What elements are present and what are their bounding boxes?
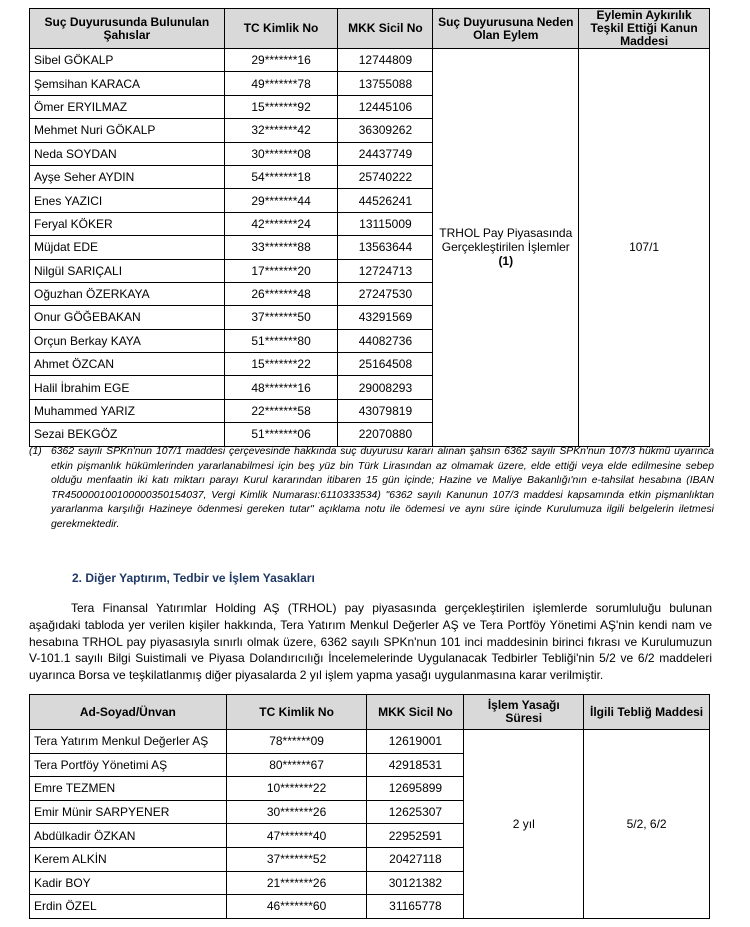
footnote-reference: (1): [498, 254, 514, 269]
header-persons: Suç Duyurusunda Bulunulan Şahıslar: [30, 9, 225, 49]
mkk-number: 44082736: [338, 329, 433, 352]
person-name: Neda SOYDAN: [30, 142, 225, 165]
tc-number: 29*******44: [224, 189, 338, 212]
person-name: Sezai BEKGÖZ: [30, 423, 225, 446]
tc-number: 46*******60: [226, 895, 367, 919]
person-name: Nilgül SARIÇALI: [30, 259, 225, 282]
mkk-number: 30121382: [367, 871, 464, 895]
tc-number: 80******67: [226, 753, 367, 777]
person-name: Erdin ÖZEL: [30, 895, 227, 919]
mkk-number: 42918531: [367, 753, 464, 777]
table-row: [30, 730, 710, 754]
section-paragraph: Tera Finansal Yatırımlar Holding AŞ (TRHOL) pay piyasasında gerçekleştirilen işlemlerde sorumluluğu bulunan aşağıdaki tabloda yer verilen kişiler hakkında, Tera Yatırım Menkul Değerler AŞ ve Tera Portföy Yönetimi AŞ'nin kendi nam ve hesabına TRHOL pay piyasasıyla sınırlı olmak üzere, 6362 sayılı SPKn'nun 101 inci maddesinin birinci fıkrası ve Kurulumuzun V-101.1 sayılı Bilgi Suistimali ve Piyasa Dolandırıcılığı İncelemelerinde Uygulanacak Tedbirler Tebliği'nin 5/2 ve 6/2 maddeleri uyarınca Borsa ve teşkilatlanmış diğer piyasalarda 2 yıl işlem yapma yasağı uygulanmasına karar verilmiştir.: [29, 601, 712, 683]
person-name: Mehmet Nuri GÖKALP: [30, 119, 225, 142]
footnote-text: 6362 sayılı SPKn'nun 107/1 maddesi çerçevesinde hakkında suç duyurusu kararı alınan şahsın 6362 sayılı SPKn'nun 107/3 hükmü uyarınca etkin pişmanlık hükümlerinden yararlanabilmesi için beş yüz bin Türk Lirasından az olmamak üzere, elde ettiği veya elde edilmesine sebep olduğu menfaatin iki katı miktarı parayı Kurul kararından itibaren 15 gün içinde; Hazine ve Maliye Bakanlığı'nın e-tahsilat hesabına (IBAN TR450000100100000350154037, Vergi Kimlik Numarası:6110333534) "6362 sayılı Kanunun 107/3 maddesi kapsamında etkin pişmanlıktan yararlanma karşılığı Hazineye ödenmesi gereken tutar" açıklama notu ile ödemesi ve aynı süre içinde Kurulumuza ilgili belgelerin iletmesi gerekmektedir.: [51, 446, 714, 530]
mkk-number: 12695899: [367, 777, 464, 801]
trading-ban-table: [29, 694, 710, 919]
tc-number: 47*******40: [226, 824, 367, 848]
tc-number: 22*******58: [224, 399, 338, 422]
mkk-number: 25164508: [338, 353, 433, 376]
person-name: Kadir BOY: [30, 871, 227, 895]
tc-number: 21*******26: [226, 871, 367, 895]
tc-number: 37*******50: [224, 306, 338, 329]
mkk-number: 12625307: [367, 800, 464, 824]
person-name: Oğuzhan ÖZERKAYA: [30, 282, 225, 305]
mkk-number: 43291569: [338, 306, 433, 329]
tc-number: 42*******24: [224, 212, 338, 235]
complaint-action-cell: [433, 49, 579, 447]
person-name: Şemsihan KARACA: [30, 72, 225, 95]
table-header-row: [30, 9, 710, 49]
person-name: Orçun Berkay KAYA: [30, 329, 225, 352]
header-tc-no: TC Kimlik No: [224, 9, 338, 49]
person-name: Tera Yatırım Menkul Değerler AŞ: [30, 730, 227, 754]
regulation-article-cell: 5/2, 6/2: [584, 730, 710, 919]
person-name: Ayşe Seher AYDIN: [30, 165, 225, 188]
mkk-number: 12744809: [338, 49, 433, 72]
header-action: Suç Duyurusuna Neden Olan Eylem: [433, 9, 579, 49]
mkk-number: 13563644: [338, 236, 433, 259]
mkk-number: 20427118: [367, 847, 464, 871]
mkk-number: 12619001: [367, 730, 464, 754]
header-ban-duration: İşlem Yasağı Süresi: [464, 695, 584, 730]
section-heading: 2. Diğer Yaptırım, Tedbir ve İşlem Yasakları: [72, 571, 315, 585]
tc-number: 49*******78: [224, 72, 338, 95]
mkk-number: 36309262: [338, 119, 433, 142]
mkk-number: 24437749: [338, 142, 433, 165]
header-regulation-article: İlgili Tebliğ Maddesi: [584, 695, 710, 730]
mkk-number: 12445106: [338, 95, 433, 118]
mkk-number: 25740222: [338, 165, 433, 188]
tc-number: 10*******22: [226, 777, 367, 801]
header-law-article: Eylemin Aykırılık Teşkil Ettiği Kanun Maddesi: [579, 9, 710, 49]
footnote-mark: (1): [29, 446, 42, 457]
person-name: Ömer ERYILMAZ: [30, 95, 225, 118]
mkk-number: 27247530: [338, 282, 433, 305]
tc-number: 78******09: [226, 730, 367, 754]
person-name: Ahmet ÖZCAN: [30, 353, 225, 376]
header-mkk-no: MKK Sicil No: [367, 695, 464, 730]
mkk-number: 12724713: [338, 259, 433, 282]
mkk-number: 43079819: [338, 399, 433, 422]
person-name: Muhammed YARIZ: [30, 399, 225, 422]
criminal-complaint-table-body: [30, 49, 710, 447]
mkk-number: 22070880: [338, 423, 433, 446]
tc-number: 15*******92: [224, 95, 338, 118]
ban-duration-cell: 2 yıl: [464, 730, 584, 919]
footnote: [29, 445, 714, 532]
trading-ban-table-body: [30, 730, 710, 919]
tc-number: 29*******16: [224, 49, 338, 72]
complaint-action-text: TRHOL Pay Piyasasında Gerçekleştirilen İşlemler: [439, 226, 573, 255]
header-mkk-no: MKK Sicil No: [338, 9, 433, 49]
person-name: Onur GÖĞEBAKAN: [30, 306, 225, 329]
person-name: Emir Münir SARPYENER: [30, 800, 227, 824]
header-name-title: Ad-Soyad/Ünvan: [30, 695, 227, 730]
tc-number: 17*******20: [224, 259, 338, 282]
mkk-number: 13755088: [338, 72, 433, 95]
tc-number: 26*******48: [224, 282, 338, 305]
person-name: Tera Portföy Yönetimi AŞ: [30, 753, 227, 777]
person-name: Kerem ALKİN: [30, 847, 227, 871]
tc-number: 54*******18: [224, 165, 338, 188]
mkk-number: 31165778: [367, 895, 464, 919]
mkk-number: 44526241: [338, 189, 433, 212]
tc-number: 15*******22: [224, 353, 338, 376]
tc-number: 51*******06: [224, 423, 338, 446]
tc-number: 30*******26: [226, 800, 367, 824]
person-name: Emre TEZMEN: [30, 777, 227, 801]
tc-number: 51*******80: [224, 329, 338, 352]
mkk-number: 22952591: [367, 824, 464, 848]
table-row: [30, 49, 710, 72]
tc-number: 33*******88: [224, 236, 338, 259]
mkk-number: 13115009: [338, 212, 433, 235]
tc-number: 32*******42: [224, 119, 338, 142]
mkk-number: 29008293: [338, 376, 433, 399]
person-name: Müjdat EDE: [30, 236, 225, 259]
person-name: Enes YAZICI: [30, 189, 225, 212]
header-tc-no: TC Kimlik No: [226, 695, 367, 730]
tc-number: 48*******16: [224, 376, 338, 399]
law-article-cell: 107/1: [579, 49, 710, 447]
person-name: Feryal KÖKER: [30, 212, 225, 235]
table-header-row: [30, 695, 710, 730]
person-name: Halil İbrahim EGE: [30, 376, 225, 399]
person-name: Abdülkadir ÖZKAN: [30, 824, 227, 848]
tc-number: 37*******52: [226, 847, 367, 871]
tc-number: 30*******08: [224, 142, 338, 165]
criminal-complaint-table: [29, 8, 710, 447]
person-name: Sibel GÖKALP: [30, 49, 225, 72]
